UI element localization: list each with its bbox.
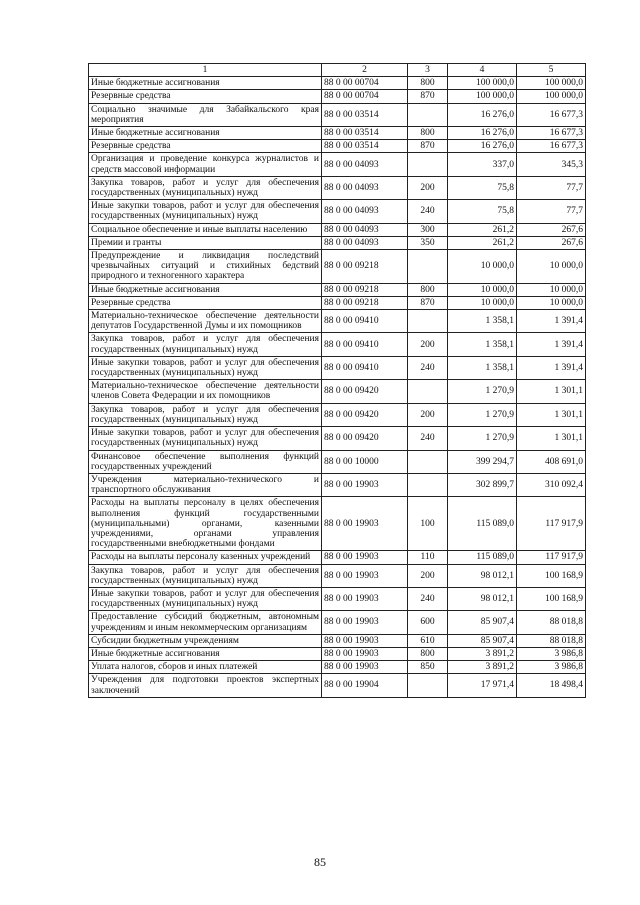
row-amount-year1-cell: 115 089,0	[448, 497, 517, 551]
table-row	[89, 127, 586, 140]
row-amount-year2-cell: 88 018,8	[517, 634, 586, 647]
row-amount-year2-cell: 1 391,4	[517, 356, 586, 379]
row-name-cell: Учреждения для подготовки проектов экспертных заключений	[89, 674, 322, 697]
table-row	[89, 380, 586, 403]
row-amount-year1-cell: 10 000,0	[448, 283, 517, 296]
table-body	[89, 77, 586, 698]
row-expense-type-cell: 850	[408, 661, 448, 674]
row-code-cell: 88 0 00 09410	[322, 356, 408, 379]
row-amount-year2-cell: 77,7	[517, 200, 586, 223]
row-amount-year2-cell: 18 498,4	[517, 674, 586, 697]
table-row	[89, 427, 586, 450]
row-expense-type-cell	[408, 473, 448, 496]
row-name-cell: Уплата налогов, сборов и иных платежей	[89, 661, 322, 674]
row-code-cell: 88 0 00 04093	[322, 200, 408, 223]
row-amount-year2-cell: 1 391,4	[517, 333, 586, 356]
row-amount-year2-cell: 267,6	[517, 223, 586, 236]
row-name-cell: Закупка товаров, работ и услуг для обеспечения государственных (муниципальных) нужд	[89, 333, 322, 356]
row-code-cell: 88 0 00 19903	[322, 587, 408, 610]
row-expense-type-cell: 200	[408, 403, 448, 426]
row-expense-type-cell: 870	[408, 140, 448, 153]
table-row	[89, 140, 586, 153]
row-name-cell: Учреждения материально-технического и транспортного обслуживания	[89, 473, 322, 496]
row-name-cell: Расходы на выплаты персоналу в целях обеспечения выполнения функций государственными (муниципальными) органами, казенными учреждениями, органами управления государственными внебюджетными фондами	[89, 497, 322, 551]
row-code-cell: 88 0 00 04093	[322, 153, 408, 176]
row-code-cell: 88 0 00 09410	[322, 310, 408, 333]
row-expense-type-cell	[408, 103, 448, 126]
table-row	[89, 223, 586, 236]
row-name-cell: Иные бюджетные ассигнования	[89, 283, 322, 296]
row-code-cell: 88 0 00 00704	[322, 77, 408, 90]
row-amount-year1-cell: 1 358,1	[448, 356, 517, 379]
row-amount-year2-cell: 310 092,4	[517, 473, 586, 496]
row-expense-type-cell: 800	[408, 77, 448, 90]
row-name-cell: Материально-техническое обеспечение деятельности членов Совета Федерации и их помощников	[89, 380, 322, 403]
row-code-cell: 88 0 00 09218	[322, 296, 408, 309]
row-name-cell: Субсидии бюджетным учреждениям	[89, 634, 322, 647]
row-amount-year1-cell: 3 891,2	[448, 647, 517, 660]
table-row	[89, 333, 586, 356]
row-expense-type-cell: 870	[408, 296, 448, 309]
row-code-cell: 88 0 00 04093	[322, 176, 408, 199]
row-amount-year2-cell: 3 986,8	[517, 661, 586, 674]
row-code-cell: 88 0 00 03514	[322, 103, 408, 126]
row-amount-year2-cell: 77,7	[517, 176, 586, 199]
row-expense-type-cell: 800	[408, 127, 448, 140]
row-amount-year1-cell: 302 899,7	[448, 473, 517, 496]
row-name-cell: Социально значимые для Забайкальского края мероприятия	[89, 103, 322, 126]
table-row	[89, 497, 586, 551]
row-expense-type-cell: 200	[408, 176, 448, 199]
row-amount-year1-cell: 399 294,7	[448, 450, 517, 473]
row-amount-year2-cell: 117 917,9	[517, 551, 586, 564]
table-row	[89, 611, 586, 634]
row-code-cell: 88 0 00 09420	[322, 427, 408, 450]
row-amount-year2-cell: 88 018,8	[517, 611, 586, 634]
row-code-cell: 88 0 00 09420	[322, 403, 408, 426]
row-amount-year1-cell: 16 276,0	[448, 140, 517, 153]
row-code-cell: 88 0 00 09410	[322, 333, 408, 356]
row-amount-year1-cell: 337,0	[448, 153, 517, 176]
row-amount-year2-cell: 1 301,1	[517, 380, 586, 403]
table-row	[89, 236, 586, 249]
row-code-cell: 88 0 00 19903	[322, 564, 408, 587]
row-amount-year2-cell: 1 301,1	[517, 403, 586, 426]
row-amount-year2-cell: 16 677,3	[517, 103, 586, 126]
table-row	[89, 564, 586, 587]
row-amount-year2-cell: 16 677,3	[517, 140, 586, 153]
table-row	[89, 200, 586, 223]
row-amount-year1-cell: 75,8	[448, 176, 517, 199]
row-amount-year1-cell: 1 358,1	[448, 310, 517, 333]
row-name-cell: Предоставление субсидий бюджетным, автономным учреждениям и иным некоммерческим организациям	[89, 611, 322, 634]
row-code-cell: 88 0 00 19903	[322, 473, 408, 496]
table-row	[89, 283, 586, 296]
row-name-cell: Резервные средства	[89, 140, 322, 153]
row-amount-year1-cell: 115 089,0	[448, 551, 517, 564]
col-header-amount-year2: 5	[517, 64, 586, 77]
row-expense-type-cell	[408, 250, 448, 284]
row-name-cell: Иные закупки товаров, работ и услуг для обеспечения государственных (муниципальных) нужд	[89, 587, 322, 610]
row-amount-year1-cell: 98 012,1	[448, 564, 517, 587]
row-amount-year1-cell: 1 270,9	[448, 403, 517, 426]
row-expense-type-cell: 600	[408, 611, 448, 634]
row-expense-type-cell	[408, 674, 448, 697]
row-name-cell: Предупреждение и ликвидация последствий чрезвычайных ситуаций и стихийных бедствий природного и техногенного характера	[89, 250, 322, 284]
table-row	[89, 450, 586, 473]
row-name-cell: Расходы на выплаты персоналу казенных учреждений	[89, 551, 322, 564]
row-expense-type-cell: 240	[408, 356, 448, 379]
row-amount-year1-cell: 100 000,0	[448, 77, 517, 90]
table-row	[89, 473, 586, 496]
row-amount-year2-cell: 100 000,0	[517, 90, 586, 103]
row-code-cell: 88 0 00 19903	[322, 634, 408, 647]
row-code-cell: 88 0 00 00704	[322, 90, 408, 103]
row-amount-year2-cell: 10 000,0	[517, 283, 586, 296]
col-header-name: 1	[89, 64, 322, 77]
row-expense-type-cell: 610	[408, 634, 448, 647]
row-amount-year1-cell: 17 971,4	[448, 674, 517, 697]
row-amount-year1-cell: 75,8	[448, 200, 517, 223]
col-header-expense-type: 3	[408, 64, 448, 77]
header-row	[89, 64, 586, 77]
row-amount-year1-cell: 100 000,0	[448, 90, 517, 103]
table-row	[89, 296, 586, 309]
row-amount-year2-cell: 10 000,0	[517, 296, 586, 309]
col-header-amount-year1: 4	[448, 64, 517, 77]
row-code-cell: 88 0 00 19904	[322, 674, 408, 697]
table-row	[89, 310, 586, 333]
row-amount-year2-cell: 408 691,0	[517, 450, 586, 473]
row-code-cell: 88 0 00 19903	[322, 647, 408, 660]
row-name-cell: Резервные средства	[89, 296, 322, 309]
row-expense-type-cell: 800	[408, 647, 448, 660]
table-row	[89, 153, 586, 176]
row-expense-type-cell: 240	[408, 587, 448, 610]
row-expense-type-cell: 870	[408, 90, 448, 103]
row-name-cell: Иные закупки товаров, работ и услуг для обеспечения государственных (муниципальных) нужд	[89, 356, 322, 379]
row-name-cell: Материально-техническое обеспечение деятельности депутатов Государственной Думы и их помощников	[89, 310, 322, 333]
row-name-cell: Социальное обеспечение и иные выплаты населению	[89, 223, 322, 236]
row-name-cell: Закупка товаров, работ и услуг для обеспечения государственных (муниципальных) нужд	[89, 403, 322, 426]
row-code-cell: 88 0 00 19903	[322, 611, 408, 634]
row-name-cell: Организация и проведение конкурса журналистов и средств массовой информации	[89, 153, 322, 176]
row-code-cell: 88 0 00 19903	[322, 497, 408, 551]
row-name-cell: Резервные средства	[89, 90, 322, 103]
row-code-cell: 88 0 00 09420	[322, 380, 408, 403]
row-amount-year1-cell: 98 012,1	[448, 587, 517, 610]
row-amount-year2-cell: 100 168,9	[517, 564, 586, 587]
table-row	[89, 250, 586, 284]
table-row	[89, 356, 586, 379]
row-expense-type-cell: 200	[408, 333, 448, 356]
row-amount-year1-cell: 85 907,4	[448, 634, 517, 647]
row-name-cell: Иные бюджетные ассигнования	[89, 127, 322, 140]
row-expense-type-cell: 240	[408, 427, 448, 450]
row-amount-year1-cell: 261,2	[448, 223, 517, 236]
row-name-cell: Иные бюджетные ассигнования	[89, 647, 322, 660]
row-name-cell: Премии и гранты	[89, 236, 322, 249]
row-amount-year2-cell: 345,3	[517, 153, 586, 176]
row-amount-year2-cell: 117 917,9	[517, 497, 586, 551]
row-amount-year2-cell: 10 000,0	[517, 250, 586, 284]
col-header-code: 2	[322, 64, 408, 77]
table-row	[89, 77, 586, 90]
row-expense-type-cell: 300	[408, 223, 448, 236]
row-amount-year1-cell: 16 276,0	[448, 103, 517, 126]
table-row	[89, 403, 586, 426]
row-expense-type-cell	[408, 153, 448, 176]
row-code-cell: 88 0 00 09218	[322, 283, 408, 296]
row-expense-type-cell	[408, 310, 448, 333]
row-expense-type-cell: 240	[408, 200, 448, 223]
row-amount-year2-cell: 1 301,1	[517, 427, 586, 450]
row-amount-year2-cell: 100 168,9	[517, 587, 586, 610]
row-amount-year2-cell: 16 677,3	[517, 127, 586, 140]
table-row	[89, 176, 586, 199]
row-expense-type-cell: 100	[408, 497, 448, 551]
row-name-cell: Закупка товаров, работ и услуг для обеспечения государственных (муниципальных) нужд	[89, 176, 322, 199]
row-code-cell: 88 0 00 19903	[322, 551, 408, 564]
table-row	[89, 103, 586, 126]
row-amount-year1-cell: 1 270,9	[448, 380, 517, 403]
row-name-cell: Закупка товаров, работ и услуг для обеспечения государственных (муниципальных) нужд	[89, 564, 322, 587]
table-row	[89, 587, 586, 610]
row-amount-year1-cell: 16 276,0	[448, 127, 517, 140]
row-code-cell: 88 0 00 03514	[322, 127, 408, 140]
row-amount-year1-cell: 3 891,2	[448, 661, 517, 674]
row-expense-type-cell: 110	[408, 551, 448, 564]
row-amount-year1-cell: 261,2	[448, 236, 517, 249]
row-amount-year2-cell: 3 986,8	[517, 647, 586, 660]
table-row	[89, 674, 586, 697]
row-expense-type-cell: 800	[408, 283, 448, 296]
row-code-cell: 88 0 00 19903	[322, 661, 408, 674]
row-amount-year2-cell: 1 391,4	[517, 310, 586, 333]
row-name-cell: Иные закупки товаров, работ и услуг для обеспечения государственных (муниципальных) нужд	[89, 200, 322, 223]
row-code-cell: 88 0 00 09218	[322, 250, 408, 284]
row-amount-year1-cell: 1 358,1	[448, 333, 517, 356]
row-name-cell: Иные закупки товаров, работ и услуг для обеспечения государственных (муниципальных) нужд	[89, 427, 322, 450]
row-amount-year1-cell: 1 270,9	[448, 427, 517, 450]
row-amount-year1-cell: 10 000,0	[448, 296, 517, 309]
row-code-cell: 88 0 00 04093	[322, 236, 408, 249]
table-row	[89, 647, 586, 660]
table-row	[89, 661, 586, 674]
table-row	[89, 551, 586, 564]
page-number: 85	[314, 855, 326, 869]
row-expense-type-cell	[408, 450, 448, 473]
row-amount-year1-cell: 85 907,4	[448, 611, 517, 634]
row-amount-year2-cell: 100 000,0	[517, 77, 586, 90]
row-expense-type-cell: 200	[408, 564, 448, 587]
row-code-cell: 88 0 00 03514	[322, 140, 408, 153]
row-code-cell: 88 0 00 04093	[322, 223, 408, 236]
row-expense-type-cell: 350	[408, 236, 448, 249]
table-row	[89, 634, 586, 647]
row-code-cell: 88 0 00 10000	[322, 450, 408, 473]
table-row	[89, 90, 586, 103]
row-amount-year1-cell: 10 000,0	[448, 250, 517, 284]
row-name-cell: Иные бюджетные ассигнования	[89, 77, 322, 90]
row-expense-type-cell	[408, 380, 448, 403]
row-name-cell: Финансовое обеспечение выполнения функций государственных учреждений	[89, 450, 322, 473]
budget-table	[88, 63, 586, 698]
row-amount-year2-cell: 267,6	[517, 236, 586, 249]
